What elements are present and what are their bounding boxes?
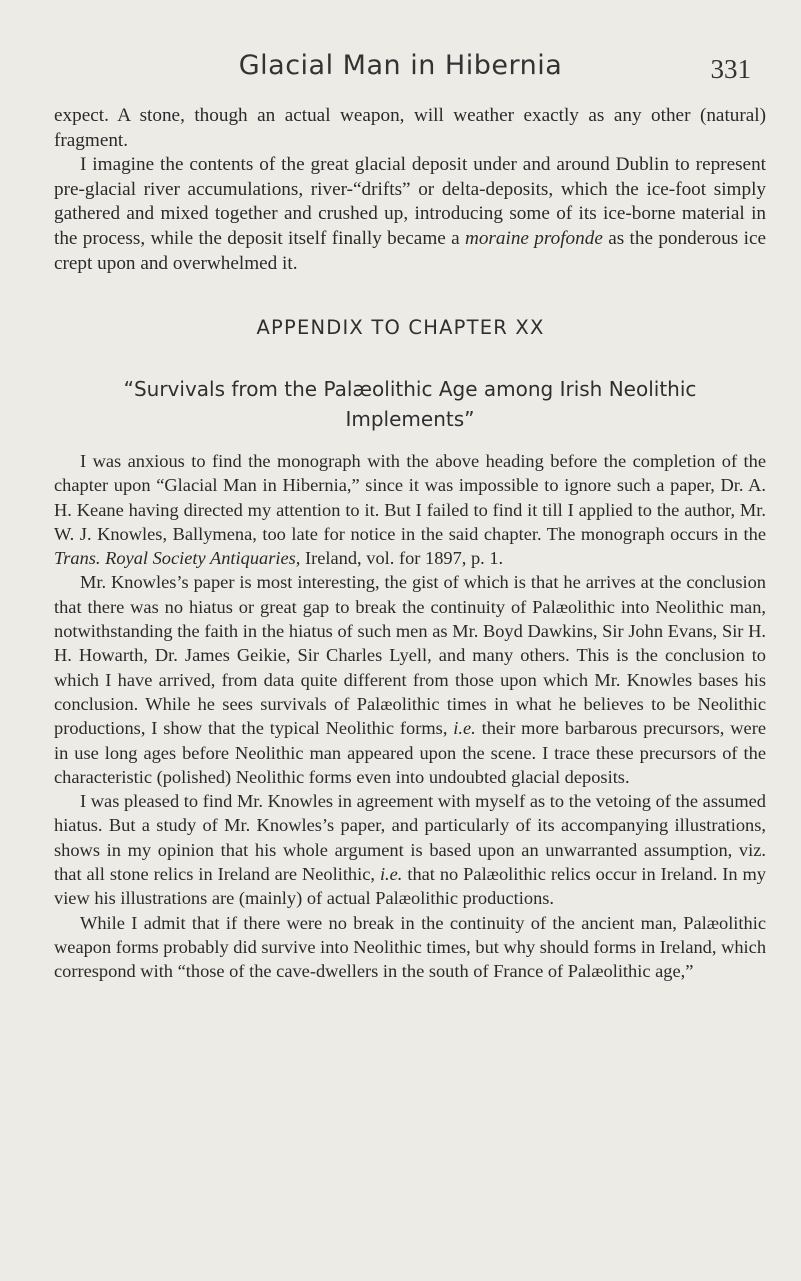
page-number: 331 (710, 54, 751, 84)
appendix-body (54, 449, 766, 984)
body-paragraph-1: I was anxious to find the monograph with the above heading before the completion of the chapter upon “Glacial Man in Hibernia,” since it was impossible to ignore such a paper, Dr. A. H. Keane having directed my attention to it. But I failed to find it till I applied to the author, Mr. W. J. Knowles, Ballymena, too late for notice in the said chapter. The monograph occurs in the Trans. Royal Society Antiquaries, Ireland, vol. for 1897, p. 1. (54, 451, 766, 569)
intro-text (54, 104, 766, 276)
body-paragraph-4: While I admit that if there were no break in the continuity of the ancient man, Palæolithic weapon forms probably did survive into Neolithic times, but why should forms in Ireland, which correspond with “those of the cave-dwellers in the south of France of Palæolithic age,” (54, 912, 767, 982)
body-paragraph-2: Mr. Knowles’s paper is most interesting, the gist of which is that he arrives at the conclusion that there was no hiatus or great gap to break the continuity of Palæolithic into Neolithic man, notwithstanding the faith in the hiatus of such men as Mr. Boyd Dawkins, Sir John Evans, Sir H. H. Howarth, Dr. James Geikie, Sir Charles Lyell, and many others. This is the conclusion to which I have arrived, from data quite different from those upon which Mr. Knowles bases his conclusion. While he sees survivals of Palæolithic times in what he believes to be Neolithic productions, I show that the typical Neolithic forms, i.e. their more barbarous precursors, were in use long ages before Neolithic man appeared upon the scene. I trace these precursors of the characteristic (polished) Neolithic forms even into undoubted glacial deposits. (54, 572, 766, 787)
running-title: Glacial Man in Hibernia (238, 50, 563, 81)
intro-paragraph-1: expect. A stone, though an actual weapon, will weather exactly as any other (natural) fragment. (54, 105, 766, 151)
appendix-subtitle: “Survivals from the Palæolithic Age among Irish Neolithic Implements” (123, 377, 697, 431)
appendix-heading: APPENDIX TO CHAPTER XX (256, 316, 545, 339)
body-paragraph-3: I was pleased to find Mr. Knowles in agreement with myself as to the vetoing of the assumed hiatus. But a study of Mr. Knowles’s paper, and particularly of its accompanying illustrations, shows in my opinion that his whole argument is based upon an unwarranted assumption, viz. that all stone relics in Ireland are Neolithic, i.e. that no Palæolithic relics occur in Ireland. In my view his illustrations are (mainly) of actual Palæolithic productions. (54, 791, 766, 909)
intro-paragraph-2: I imagine the contents of the great glacial deposit under and around Dublin to represent pre-glacial river accumulations, river-“drifts” or delta-deposits, which the ice-foot simply gathered and mixed together and crushed up, introducing some of its ice-borne material in the process, while the deposit itself finally became a moraine profonde as the ponderous ice crept upon and overwhelmed it. (54, 154, 766, 274)
running-head (0, 50, 801, 90)
